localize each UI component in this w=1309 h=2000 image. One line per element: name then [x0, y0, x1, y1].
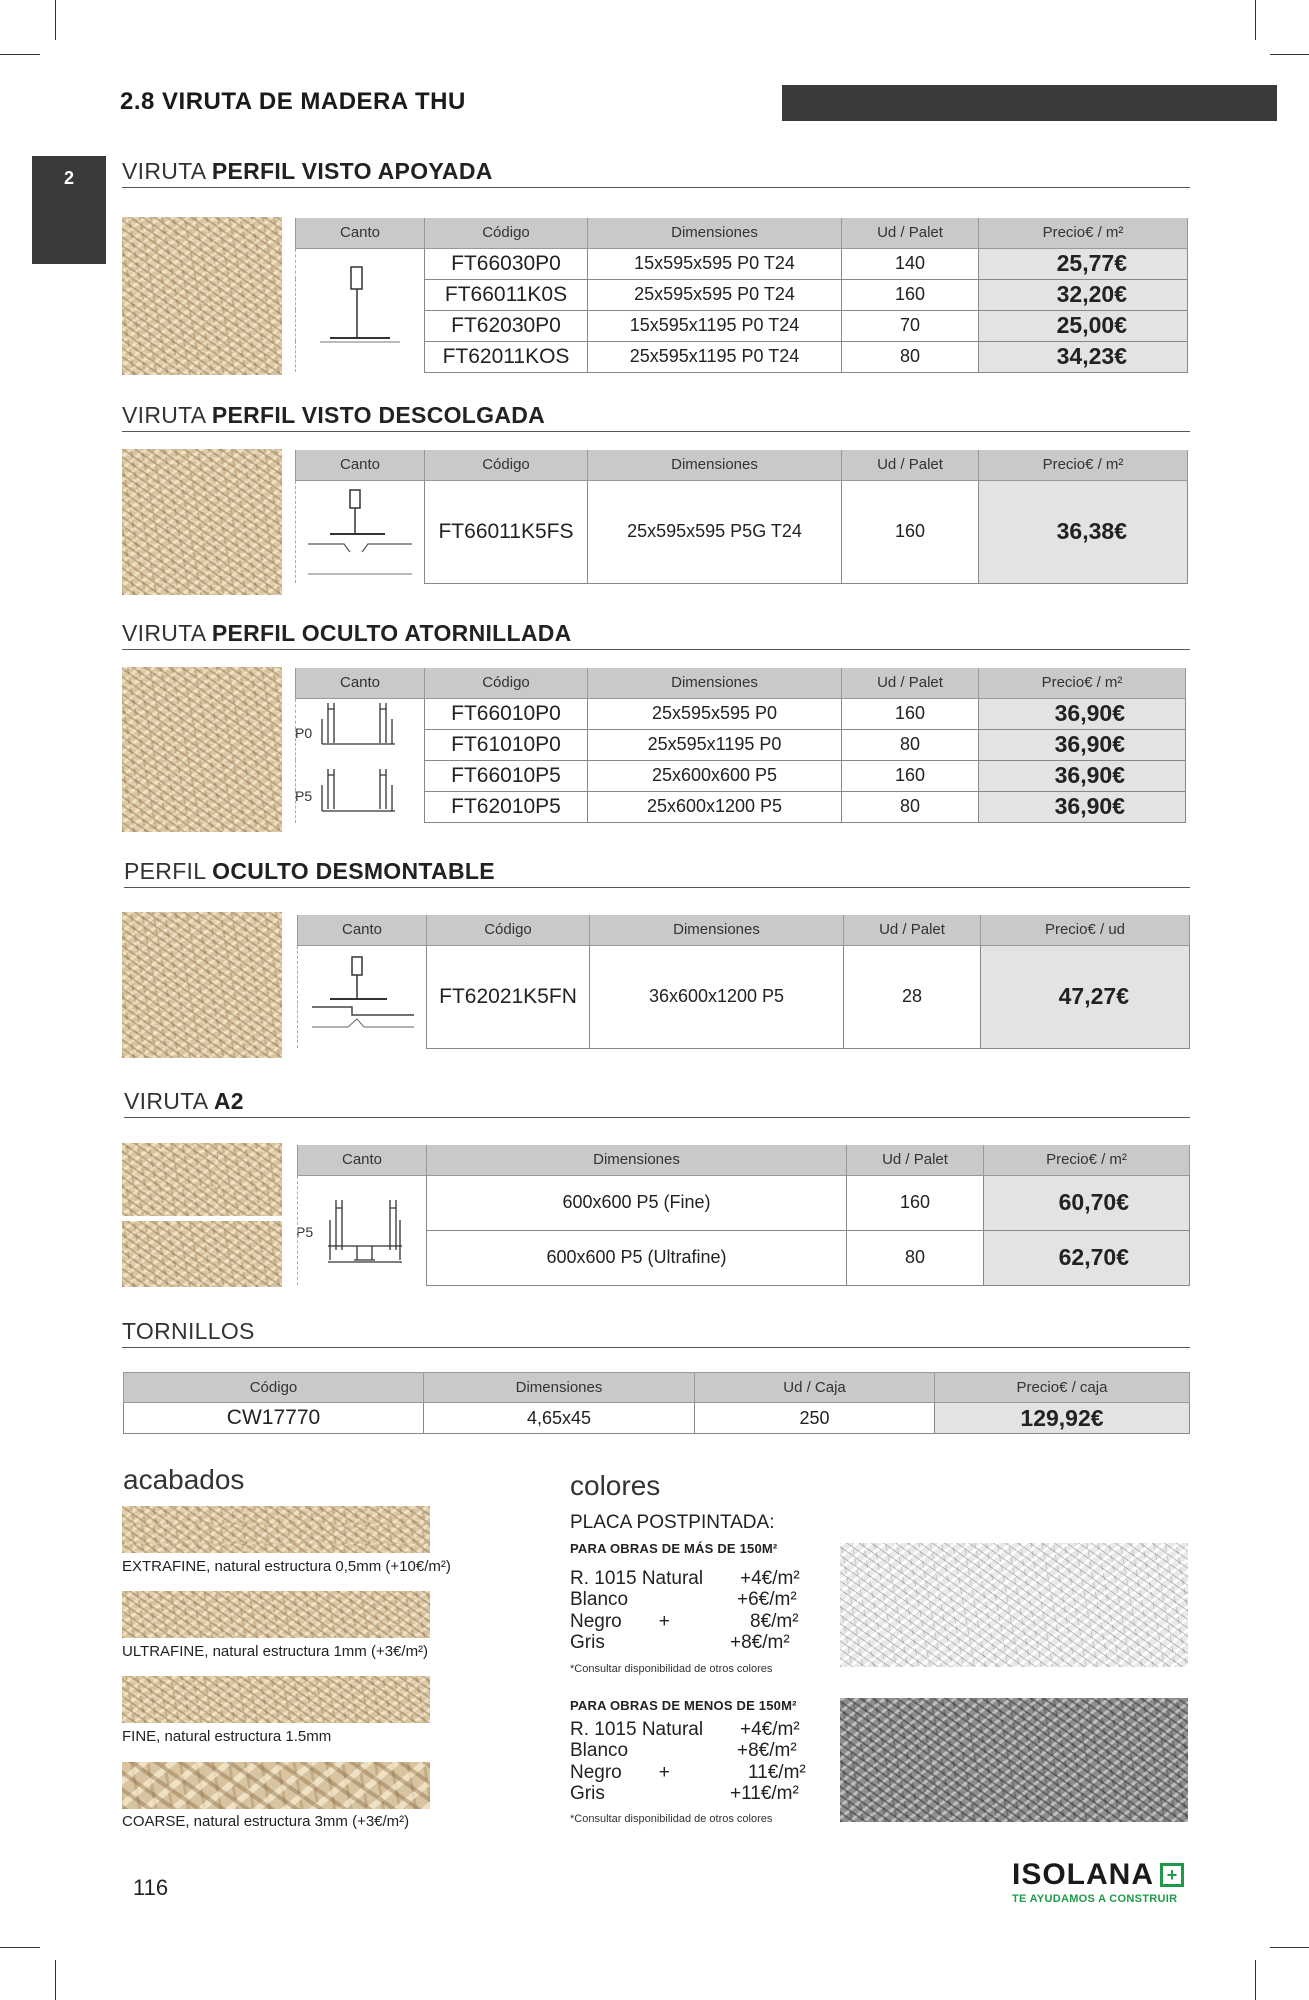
canto-diagram: [296, 248, 425, 372]
canto-diagram: [298, 1175, 427, 1285]
col-header: Código: [425, 668, 588, 698]
heading-light: VIRUTA: [122, 620, 212, 646]
header-bar: [782, 85, 1277, 121]
table-row: [296, 729, 1186, 760]
price: 36,90€: [979, 698, 1186, 729]
table-row: [124, 1403, 1190, 1434]
table-row: [296, 698, 1186, 729]
product-swatch: [122, 217, 282, 375]
color-surcharge: +8€/m²: [730, 1632, 790, 1653]
color-name: Negro +: [570, 1611, 670, 1632]
color-name: Gris: [570, 1783, 605, 1804]
brand-logo: [1012, 1858, 1192, 1905]
color-row: [570, 1740, 820, 1762]
product-swatch: [122, 1143, 282, 1216]
colors-subtitle: PLACA POSTPINTADA:: [570, 1512, 775, 1533]
heading-bold: OCULTO DESMONTABLE: [212, 858, 495, 884]
price: 25,77€: [979, 248, 1188, 279]
col-header: Canto: [296, 450, 425, 480]
color-swatch-grey: [840, 1698, 1188, 1822]
crop-mark: [1255, 1960, 1256, 2000]
color-name: Negro +: [570, 1762, 670, 1783]
finish-swatch: [122, 1591, 430, 1638]
price: 60,70€: [984, 1175, 1190, 1230]
section-heading: [122, 620, 1190, 650]
crop-mark: [1270, 1947, 1309, 1948]
col-header: Precio€ / m²: [979, 218, 1188, 248]
colors-title: colores: [570, 1470, 661, 1501]
price: 36,38€: [979, 480, 1188, 583]
price: 62,70€: [984, 1230, 1190, 1285]
color-row: [570, 1783, 820, 1805]
product-code: FT62010P5: [425, 791, 588, 822]
availability-note: *Consultar disponibilidad de otros colores: [570, 1663, 773, 1675]
canto-label: P0: [295, 725, 313, 741]
finish-label: ULTRAFINE, natural estructura 1mm (+3€/m²): [122, 1643, 429, 1660]
product-table: [295, 668, 1186, 823]
dimensions: 36x600x1200 P5: [590, 945, 844, 1048]
product-code: FT66010P0: [425, 698, 588, 729]
color-group-heading: PARA OBRAS DE MÁS DE 150M²: [570, 1541, 778, 1556]
color-row: [570, 1589, 820, 1611]
color-surcharge: +11€/m²: [730, 1783, 799, 1804]
table-row: [296, 791, 1186, 822]
product-swatch: [122, 667, 282, 832]
units-per-pallet: 28: [844, 945, 981, 1048]
heading-light: VIRUTA: [122, 158, 212, 184]
color-surcharge: +4€/m²: [740, 1719, 800, 1740]
units-per-pallet: 160: [842, 279, 979, 310]
table-row: [296, 310, 1188, 341]
color-surcharge: 11€/m²: [748, 1762, 806, 1783]
color-surcharge: 8€/m²: [750, 1611, 799, 1632]
col-header: Código: [425, 450, 588, 480]
canto-diagram: [296, 698, 425, 823]
product-swatch: [122, 449, 282, 595]
table-row: [296, 279, 1188, 310]
product-code: FT62021K5FN: [427, 945, 590, 1048]
product-code: FT66030P0: [425, 248, 588, 279]
finish-label: COARSE, natural estructura 3mm (+3€/m²): [122, 1813, 410, 1830]
product-code: FT61010P0: [425, 729, 588, 760]
dimensions: 25x595x1195 P0 T24: [588, 341, 842, 372]
dimensions: 4,65x45: [424, 1403, 695, 1434]
dimensions: 25x600x1200 P5: [588, 791, 842, 822]
dimensions: 600x600 P5 (Ultrafine): [427, 1230, 847, 1285]
screws-table: [123, 1372, 1190, 1434]
section-heading: [122, 158, 1190, 188]
page-number: 116: [133, 1875, 169, 1900]
col-header: Código: [124, 1373, 424, 1403]
col-header: Código: [427, 915, 590, 945]
product-table: [297, 915, 1190, 1049]
crop-mark: [0, 1947, 40, 1948]
section-heading: TORNILLOS: [122, 1318, 1190, 1348]
color-name: R. 1015 Natural: [570, 1568, 704, 1589]
units-per-pallet: 80: [847, 1230, 984, 1285]
brand-tagline: TE AYUDAMOS A CONSTRUIR: [1012, 1893, 1178, 1905]
heading-light: PERFIL: [124, 858, 213, 884]
crop-mark: [1270, 54, 1309, 55]
color-swatch-white: [840, 1543, 1188, 1667]
price: 32,20€: [979, 279, 1188, 310]
color-name: Blanco: [570, 1740, 629, 1761]
section-heading: [124, 1088, 1190, 1118]
dimensions: 600x600 P5 (Fine): [427, 1175, 847, 1230]
table-row: [298, 1230, 1190, 1285]
price: 47,27€: [981, 945, 1190, 1048]
units-per-pallet: 140: [842, 248, 979, 279]
section-title: 2.8 VIRUTA DE MADERA THU: [120, 88, 466, 115]
table-row: [296, 341, 1188, 372]
canto-label: P5: [296, 1224, 314, 1240]
heading-light: VIRUTA: [124, 1088, 214, 1114]
finish-label: FINE, natural estructura 1.5mm: [122, 1728, 332, 1745]
price: 34,23€: [979, 341, 1188, 372]
price: 25,00€: [979, 310, 1188, 341]
col-header: Código: [425, 218, 588, 248]
color-group-heading: PARA OBRAS DE MENOS DE 150M²: [570, 1698, 797, 1713]
col-header: Canto: [296, 218, 425, 248]
color-row: [570, 1762, 820, 1784]
finish-swatch: [122, 1762, 430, 1809]
chapter-tab: 2: [32, 156, 106, 264]
dimensions: 15x595x595 P0 T24: [588, 248, 842, 279]
heading-bold: PERFIL OCULTO ATORNILLADA: [211, 620, 572, 646]
col-header: Canto: [298, 915, 427, 945]
col-header: Dimensiones: [590, 915, 844, 945]
heading-light: VIRUTA: [122, 402, 212, 428]
crop-mark: [1255, 0, 1256, 40]
color-name: R. 1015 Natural: [570, 1719, 704, 1740]
col-header: Precio€ / m²: [984, 1145, 1190, 1175]
units-per-pallet: 160: [847, 1175, 984, 1230]
product-code: FT66011K5FS: [425, 480, 588, 583]
price: 36,90€: [979, 760, 1186, 791]
col-header: Ud / Palet: [842, 218, 979, 248]
product-table: [295, 218, 1188, 373]
section-heading: [124, 858, 1190, 888]
dimensions: 25x595x595 P0: [588, 698, 842, 729]
product-code: FT66010P5: [425, 760, 588, 791]
units-per-pallet: 160: [842, 698, 979, 729]
color-row: [570, 1568, 820, 1590]
product-table: [297, 1145, 1190, 1286]
units-per-pallet: 160: [842, 480, 979, 583]
table-row: [296, 480, 1188, 583]
units-per-box: 250: [695, 1403, 935, 1434]
crop-mark: [55, 1960, 56, 2000]
section-heading: [122, 402, 1190, 432]
table-row: [296, 248, 1188, 279]
dimensions: 25x595x1195 P0: [588, 729, 842, 760]
product-code: FT62030P0: [425, 310, 588, 341]
col-header: Precio€ / m²: [979, 450, 1188, 480]
color-row: [570, 1632, 820, 1654]
canto-label: P5: [295, 788, 313, 804]
dimensions: 15x595x1195 P0 T24: [588, 310, 842, 341]
col-header: Dimensiones: [424, 1373, 695, 1403]
units-per-pallet: 80: [842, 791, 979, 822]
col-header: Canto: [296, 668, 425, 698]
product-code: FT62011KOS: [425, 341, 588, 372]
finish-swatch: [122, 1506, 430, 1553]
product-table: [295, 450, 1188, 584]
canto-diagram: [296, 480, 425, 583]
col-header: Dimensiones: [588, 668, 842, 698]
crop-mark: [0, 54, 40, 55]
table-row: [298, 1175, 1190, 1230]
color-name: Blanco: [570, 1589, 629, 1610]
col-header: Canto: [298, 1145, 427, 1175]
plus-icon: +: [1160, 1863, 1184, 1887]
heading-bold: PERFIL VISTO DESCOLGADA: [211, 402, 546, 428]
color-row: [570, 1611, 820, 1633]
heading-bold: PERFIL VISTO APOYADA: [211, 158, 493, 184]
table-row: [298, 945, 1190, 1048]
price: 36,90€: [979, 729, 1186, 760]
canto-diagram: [298, 945, 427, 1048]
col-header: Ud / Palet: [847, 1145, 984, 1175]
dimensions: 25x595x595 P0 T24: [588, 279, 842, 310]
col-header: Precio€ / m²: [979, 668, 1186, 698]
product-code: FT66011K0S: [425, 279, 588, 310]
col-header: Ud / Palet: [842, 668, 979, 698]
dimensions: 25x595x595 P5G T24: [588, 480, 842, 583]
color-name: Gris: [570, 1632, 605, 1653]
units-per-pallet: 80: [842, 729, 979, 760]
col-header: Dimensiones: [588, 218, 842, 248]
heading-bold: A2: [213, 1088, 244, 1114]
col-header: Precio€ / ud: [981, 915, 1190, 945]
product-swatch: [122, 912, 282, 1058]
dimensions: 25x600x600 P5: [588, 760, 842, 791]
color-surcharge: +6€/m²: [737, 1589, 797, 1610]
units-per-pallet: 80: [842, 341, 979, 372]
availability-note: *Consultar disponibilidad de otros colores: [570, 1813, 773, 1825]
col-header: Ud / Palet: [844, 915, 981, 945]
col-header: Dimensiones: [427, 1145, 847, 1175]
units-per-pallet: 160: [842, 760, 979, 791]
brand-name: ISOLANA: [1012, 1858, 1154, 1891]
col-header: Ud / Caja: [695, 1373, 935, 1403]
finishes-title: acabados: [123, 1464, 245, 1495]
color-row: [570, 1719, 820, 1741]
table-row: [296, 760, 1186, 791]
color-surcharge: +8€/m²: [737, 1740, 797, 1761]
finish-label: EXTRAFINE, natural estructura 0,5mm (+10€/m²): [122, 1558, 451, 1575]
product-swatch: [122, 1221, 282, 1287]
units-per-pallet: 70: [842, 310, 979, 341]
finish-swatch: [122, 1676, 430, 1723]
col-header: Precio€ / caja: [935, 1373, 1190, 1403]
col-header: Dimensiones: [588, 450, 842, 480]
color-surcharge: +4€/m²: [740, 1568, 800, 1589]
price: 129,92€: [935, 1403, 1190, 1434]
product-code: CW17770: [124, 1403, 424, 1434]
price: 36,90€: [979, 791, 1186, 822]
crop-mark: [55, 0, 56, 40]
col-header: Ud / Palet: [842, 450, 979, 480]
